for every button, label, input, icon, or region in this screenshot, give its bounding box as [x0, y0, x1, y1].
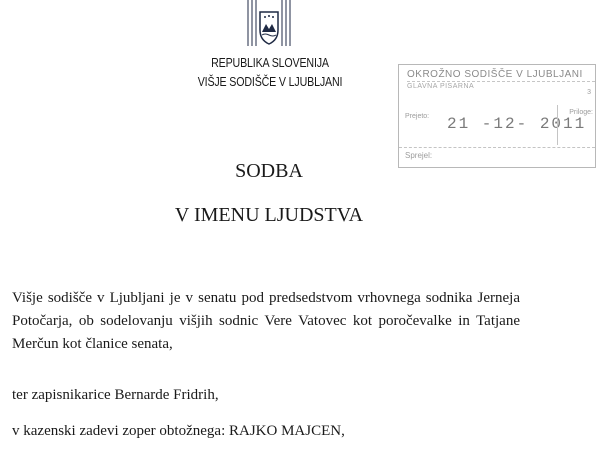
stamp-divider [399, 147, 595, 148]
stamp-court-name: OKROŽNO SODIŠČE V LJUBLJANI [407, 69, 595, 82]
stamp-attachments-label: Priloge: [569, 109, 593, 116]
paragraph-clerk: ter zapisnikarice Bernarde Fridrih, [12, 387, 219, 403]
document-title: SODBA [235, 160, 303, 182]
paragraph-defendant: v kazenski zadevi zoper obtožnega: RAJKO MAJCEN, [12, 423, 345, 439]
stamp-received-label: Prejeto: [405, 113, 430, 120]
stamp-accepted-label: Sprejel: [405, 151, 433, 160]
stamp-number: 3 [587, 89, 591, 96]
stamp-office: GLAVNA PISARNA [407, 83, 475, 90]
header-republic: REPUBLIKA SLOVENIJA [211, 55, 329, 70]
received-stamp [398, 64, 596, 168]
document-subtitle: V IMENU LJUDSTVA [174, 204, 364, 226]
stamp-date: 21 -12- 2011 [447, 115, 587, 133]
header-court-name: VIŠJE SODIŠČE V LJUBLJANI [197, 74, 343, 89]
stamp-divider [557, 105, 558, 145]
paragraph-senate: Višje sodišče v Ljubljani je v senatu pod predsedstvom vrhovnega sodnika Jerneja Potočarja, ob sodelovanju višjih sodnic Vere Vatovec kot poročevalke in Tatjane Merčun kot članice senata, [12, 290, 520, 352]
coat-of-arms-icon [244, 0, 294, 50]
